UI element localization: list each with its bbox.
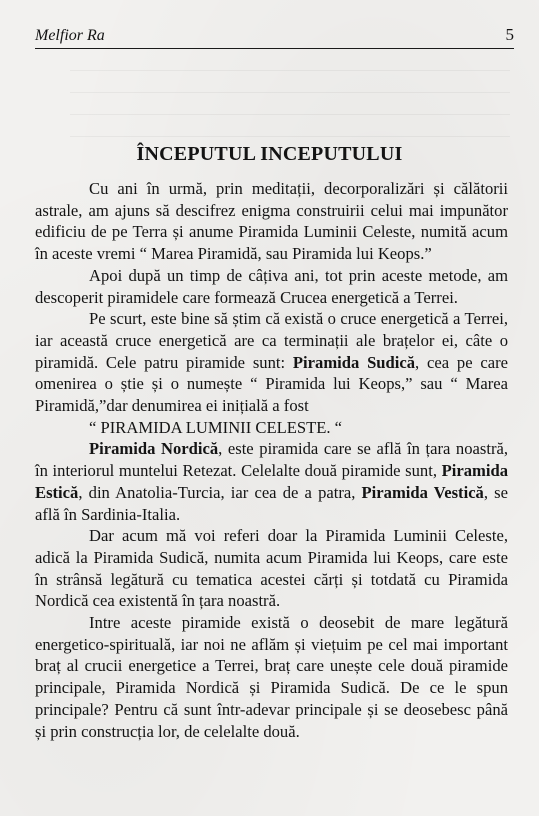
page-number: 5	[505, 25, 514, 44]
running-header	[35, 26, 514, 49]
bleed-through-line	[70, 70, 510, 71]
pyramid-west-name: Piramida Vestică	[361, 482, 484, 502]
chapter-body	[35, 178, 508, 742]
paragraph-3	[35, 308, 508, 417]
paragraph-2: Apoi după un timp de câțiva ani, tot prin aceste metode, am descoperit piramidele care formează Crucea energetică a Terrei.	[35, 265, 508, 307]
paragraph-4-text: , este piramida care se află în țara noastră, în interiorul muntelui Retezat. Celelalte două piramide sunt,	[35, 439, 508, 481]
bleed-through-line	[70, 92, 510, 93]
paragraph-4-text: , din Anatolia-Turcia, iar cea de a patra,	[78, 482, 362, 502]
chapter-title: ÎNCEPUTUL INCEPUTULUI	[136, 143, 403, 165]
pyramid-north-name: Piramida Nordică	[89, 439, 219, 459]
paragraph-4	[35, 438, 508, 525]
pyramid-east-name: Piramida Estică	[35, 461, 508, 502]
bleed-through-line	[70, 136, 510, 137]
header-author: Melfior Ra	[35, 27, 105, 44]
paragraph-4-text: , se află în Sardinia-Italia.	[35, 482, 508, 524]
paragraph-5: Dar acum mă voi referi doar la Piramida Luminii Celeste, adică la Piramida Sudică, numita acum Piramida lui Keops, care este în strânsă legătură cu tematica acestei cărți și totdată cu Piramida Nordică cea existentă în țara noastră.	[35, 526, 508, 611]
bleed-through-line	[70, 114, 510, 115]
paragraph-6: Intre aceste piramide există o deosebit de mare legătură energetico-spirituală, iar noi ne aflăm și viețuim pe cel mai important braț al crucii energetice a Terrei, braț care unește cele două piramide principale, Piramida Nordică și Piramida Sudică. De ce le spun principale? Pentru că sunt într-adevar principale și se deosebesc până și prin construcția lor, de celelalte două.	[35, 613, 508, 741]
pyramid-original-name: “ PIRAMIDA LUMINII CELESTE. “	[89, 417, 343, 437]
paragraph-1: Cu ani în urmă, prin meditații, decorporalizări și călătorii astrale, am ajuns să descifrez enigma construirii celui mai impunător edificiu de pe Terra și anume Piramida Luminii Celeste, numită acum în aceste vremi “ Marea Piramidă, sau Piramida lui Keops.”	[35, 179, 508, 264]
paragraph-3-text: Pe scurt, este bine să știm că există o cruce energetică a Terrei, iar această cruce energetică are ca terminații ale brațelor ei, câte o piramidă. Cele patru piramide sunt:	[35, 309, 508, 372]
pyramid-south-name: Piramida Sudică	[292, 352, 416, 372]
paragraph-3-text: , cea pe care omenirea o știe și o numește “ Piramida lui Keops,” sau “ Marea Piramidă,”dar denumirea ei inițială a fost	[35, 352, 508, 416]
